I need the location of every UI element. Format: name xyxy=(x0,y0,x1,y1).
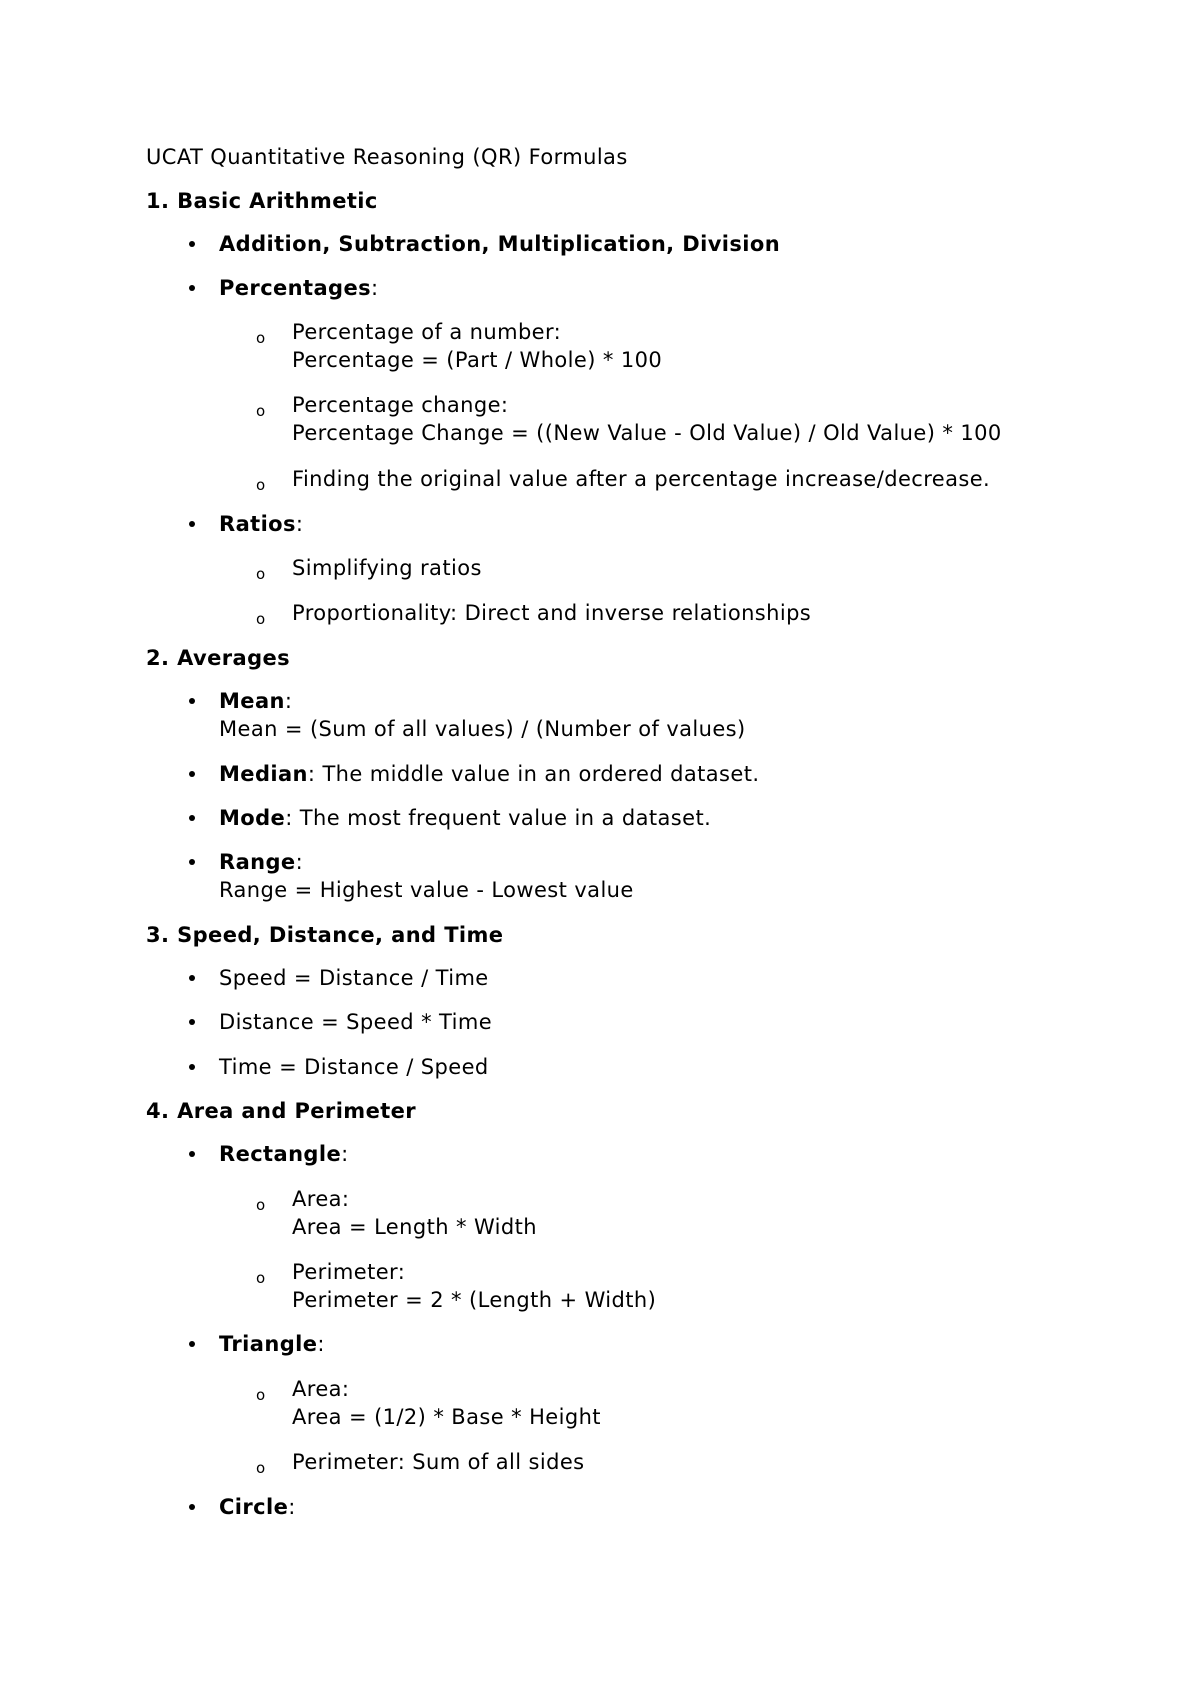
item-text: : xyxy=(295,850,304,874)
list-item: Time = Distance / Speed xyxy=(219,1055,489,1079)
item-term: Mean xyxy=(219,689,285,713)
sub-item: Perimeter: Sum of all sides xyxy=(292,1450,585,1474)
bullet-icon xyxy=(189,975,195,981)
sub-item: Area: xyxy=(292,1187,350,1211)
sub-bullet-icon: o xyxy=(256,1196,266,1214)
sub-item: Percentage of a number: xyxy=(292,320,562,344)
formula: Range = Highest value - Lowest value xyxy=(219,878,634,902)
list-item xyxy=(219,1330,325,1358)
section-heading: 1. Basic Arithmetic xyxy=(146,189,378,213)
item-term: Percentages xyxy=(219,276,372,300)
item-text: : xyxy=(288,1495,296,1519)
item-term: Range xyxy=(219,850,296,874)
item-text: : The middle value in an ordered dataset. xyxy=(307,762,760,786)
item-term: Circle xyxy=(219,1495,289,1519)
bullet-icon xyxy=(189,1504,195,1510)
bullet-icon xyxy=(189,1019,195,1025)
sub-item: Proportionality: Direct and inverse relationships xyxy=(292,601,812,625)
sub-bullet-icon: o xyxy=(256,476,266,494)
formula: Percentage Change = ((New Value - Old Value) / Old Value) * 100 xyxy=(292,421,1002,445)
list-item xyxy=(219,510,303,538)
item-text: : xyxy=(371,276,379,300)
list-item xyxy=(219,274,379,302)
list-item: Speed = Distance / Time xyxy=(219,966,489,990)
item-term: Triangle xyxy=(219,1332,318,1356)
item-term: Median xyxy=(219,762,308,786)
list-item xyxy=(219,1493,296,1521)
item-term: Rectangle xyxy=(219,1142,342,1166)
item-text: : The most frequent value in a dataset. xyxy=(285,806,712,830)
list-item xyxy=(219,804,711,832)
item-term: Mode xyxy=(219,806,286,830)
sub-bullet-icon: o xyxy=(256,565,266,583)
item-text: : xyxy=(284,689,293,713)
sub-bullet-icon: o xyxy=(256,1269,266,1287)
sub-item: Finding the original value after a percentage increase/decrease. xyxy=(292,467,991,491)
sub-bullet-icon: o xyxy=(256,329,266,347)
bullet-icon xyxy=(189,1064,195,1070)
list-item: Distance = Speed * Time xyxy=(219,1010,493,1034)
sub-item: Percentage change: xyxy=(292,393,509,417)
list-item xyxy=(219,848,303,876)
sub-item: Area: xyxy=(292,1377,350,1401)
sub-bullet-icon: o xyxy=(256,1386,266,1404)
formula: Area = Length * Width xyxy=(292,1215,537,1239)
item-term: Ratios xyxy=(219,512,296,536)
sub-bullet-icon: o xyxy=(256,1459,266,1477)
list-item: Addition, Subtraction, Multiplication, Division xyxy=(219,232,781,256)
bullet-icon xyxy=(189,1151,195,1157)
bullet-icon xyxy=(189,771,195,777)
list-item xyxy=(219,687,292,715)
item-text: : xyxy=(341,1142,349,1166)
bullet-icon xyxy=(189,815,195,821)
bullet-icon xyxy=(189,859,195,865)
formula: Area = (1/2) * Base * Height xyxy=(292,1405,601,1429)
bullet-icon xyxy=(189,241,195,247)
bullet-icon xyxy=(189,521,195,527)
formula: Mean = (Sum of all values) / (Number of values) xyxy=(219,717,746,741)
list-item xyxy=(219,1140,349,1168)
sub-item: Simplifying ratios xyxy=(292,556,482,580)
section-heading: 2. Averages xyxy=(146,646,291,670)
document-title: UCAT Quantitative Reasoning (QR) Formulas xyxy=(146,145,628,169)
list-item xyxy=(219,760,759,788)
section-heading: 3. Speed, Distance, and Time xyxy=(146,923,504,947)
bullet-icon xyxy=(189,698,195,704)
sub-bullet-icon: o xyxy=(256,610,266,628)
formula: Percentage = (Part / Whole) * 100 xyxy=(292,348,663,372)
sub-item: Perimeter: xyxy=(292,1260,406,1284)
formula: Perimeter = 2 * (Length + Width) xyxy=(292,1288,657,1312)
bullet-icon xyxy=(189,285,195,291)
item-text: : xyxy=(295,512,304,536)
bullet-icon xyxy=(189,1341,195,1347)
sub-bullet-icon: o xyxy=(256,402,266,420)
section-heading: 4. Area and Perimeter xyxy=(146,1099,417,1123)
item-text: : xyxy=(317,1332,325,1356)
